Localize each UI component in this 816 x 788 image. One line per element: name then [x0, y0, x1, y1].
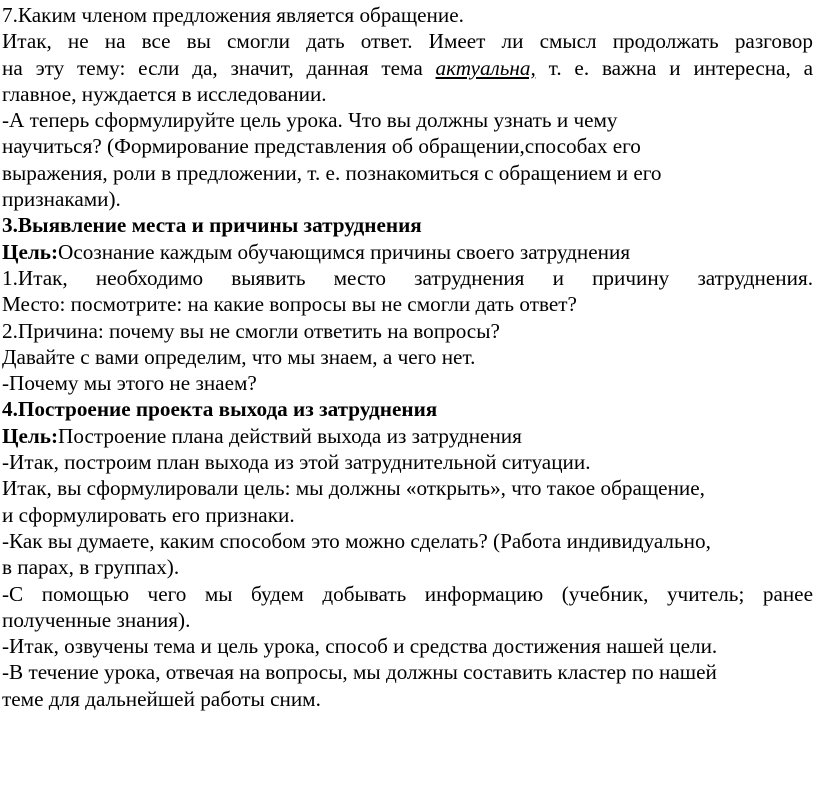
goal-line [2, 239, 813, 265]
paragraph-line: Итак, не на все вы смогли дать ответ. Имеет ли смысл продолжать разговор [2, 29, 813, 54]
paragraph-line: теме для дальнейшей работы сним. [2, 686, 321, 711]
goal-line [2, 423, 813, 449]
section-heading-4: 4.Построение проекта выхода из затруднения [2, 397, 438, 422]
paragraph-line: и сформулировать его признаки. [2, 502, 295, 527]
paragraph-line: главное, нуждается в исследовании. [2, 81, 327, 106]
paragraph-line: Итак, вы сформулировали цель: мы должны «открыть», что такое обращение, [2, 476, 705, 501]
goal-text: Осознание каждым обучающимся причины своего затруднения [58, 239, 631, 264]
paragraph-line: 1.Итак, необходимо выявить место затруднения и причину затруднения. [2, 265, 813, 290]
paragraph-line: выражения, роли в предложении, т. е. познакомиться с обращением и его [2, 160, 662, 185]
question-line: 7.Каким членом предложения является обращение. [2, 3, 464, 27]
paragraph-line: Место: посмотрите: на какие вопросы вы не смогли дать ответ? [2, 292, 577, 317]
paragraph-line: -Итак, озвучены тема и цель урока, способ и средства достижения нашей цели. [2, 634, 718, 659]
text-fragment: на эту тему: если да, значит, данная тема [2, 55, 436, 80]
section-heading-3: 3.Выявление места и причины затруднения [2, 213, 422, 238]
paragraph-line: в парах, в группах). [2, 555, 180, 580]
paragraph-line: -С помощью чего мы будем добывать информацию (учебник, учитель; ранее [2, 581, 813, 606]
goal-text: Построение плана действий выхода из затруднения [58, 423, 522, 448]
paragraph-line: научиться? (Формирование представления об обращении,способах его [2, 134, 641, 159]
paragraph-line: -Итак, построим план выхода из этой затруднительной ситуации. [2, 450, 591, 475]
emphasized-term: актуальна, [435, 55, 536, 80]
paragraph-line: -А теперь сформулируйте цель урока. Что вы должны узнать и чему [2, 108, 618, 133]
text-fragment: т. е. важна и интересна, а [535, 55, 813, 80]
paragraph-line: -В течение урока, отвечая на вопросы, мы должны составить кластер по нашей [2, 660, 717, 685]
paragraph-line: полученные знания). [2, 607, 191, 632]
paragraph-line: признаками). [2, 187, 121, 212]
paragraph-line: 2.Причина: почему вы не смогли ответить на вопросы? [2, 318, 500, 343]
paragraph-line: -Почему мы этого не знаем? [2, 371, 257, 396]
paragraph-line: Давайте с вами определим, что мы знаем, а чего нет. [2, 344, 476, 369]
goal-label: Цель: [2, 239, 59, 264]
paragraph-line [2, 55, 813, 81]
goal-label: Цель: [2, 423, 59, 448]
paragraph-line: -Как вы думаете, каким способом это можно сделать? (Работа индивидуально, [2, 528, 711, 553]
